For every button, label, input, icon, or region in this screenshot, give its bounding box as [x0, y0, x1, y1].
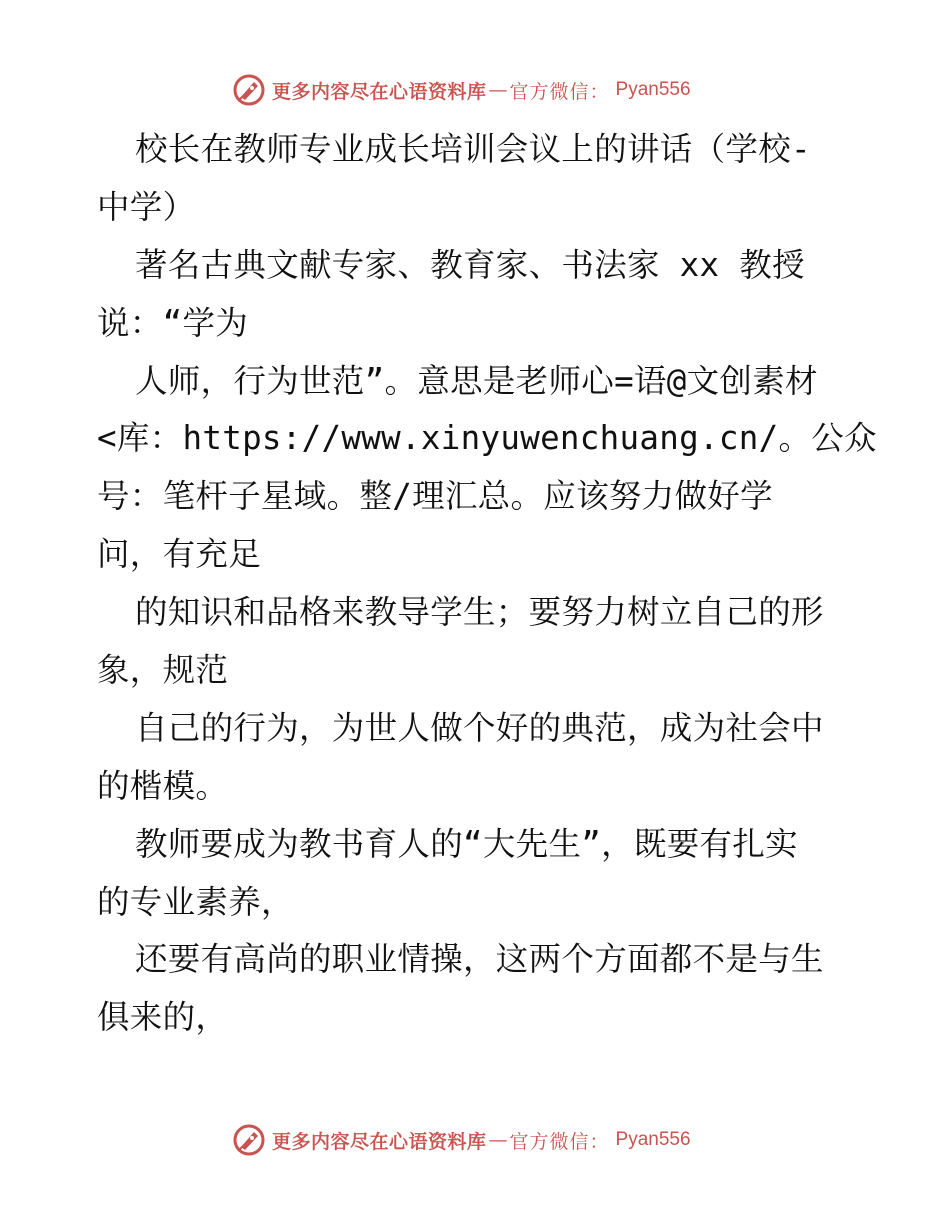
text-line: 著名古典文献专家、教育家、书法家 xx 教授 [135, 245, 805, 284]
banner-wechat-label: 官方微信： [509, 80, 610, 103]
text-line: 问，有充足 [97, 535, 262, 574]
text-line: 的专业素养， [97, 882, 294, 921]
document-body [97, 121, 897, 1047]
header-banner [232, 72, 732, 108]
banner-dash: — [488, 79, 508, 101]
text-line: 的知识和品格来教导学生；要努力树立自己的形 [135, 593, 824, 632]
text-line: 号：笔杆子星域。整/理汇总。应该努力做好学 [97, 477, 773, 516]
banner-dash: — [488, 1129, 508, 1151]
footer-banner [232, 1122, 732, 1158]
text-line: 中学） [97, 187, 196, 226]
banner-wechat-id: Pyan556 [615, 79, 691, 100]
pen-nib-logo-icon [232, 1123, 266, 1157]
banner-wechat-label: 官方微信： [509, 1130, 610, 1153]
text-line: 说：“学为 [97, 303, 249, 342]
text-line: 教师要成为教书育人的“大先生”，既要有扎实 [135, 824, 798, 863]
text-line: 象，规范 [97, 651, 229, 690]
banner-main-text: 更多内容尽在心语资料库 [272, 80, 487, 103]
text-line: 人师，行为世范”。意思是老师心=语@文创素材 [135, 361, 818, 400]
text-line: 自己的行为，为世人做个好的典范，成为社会中 [135, 708, 824, 747]
text-line: 的楷模。 [97, 766, 229, 805]
text-line: 校长在教师专业成长培训会议上的讲话（学校- [135, 130, 811, 168]
pen-nib-logo-icon [232, 73, 266, 107]
text-line: 还要有高尚的职业情操，这两个方面都不是与生 [135, 940, 824, 979]
banner-main-text: 更多内容尽在心语资料库 [272, 1130, 487, 1153]
banner-wechat-id: Pyan556 [615, 1129, 691, 1150]
text-line: <库：https://www.xinyuwenchuang.cn/。公众 [97, 419, 877, 458]
text-line: 俱来的， [97, 998, 229, 1037]
